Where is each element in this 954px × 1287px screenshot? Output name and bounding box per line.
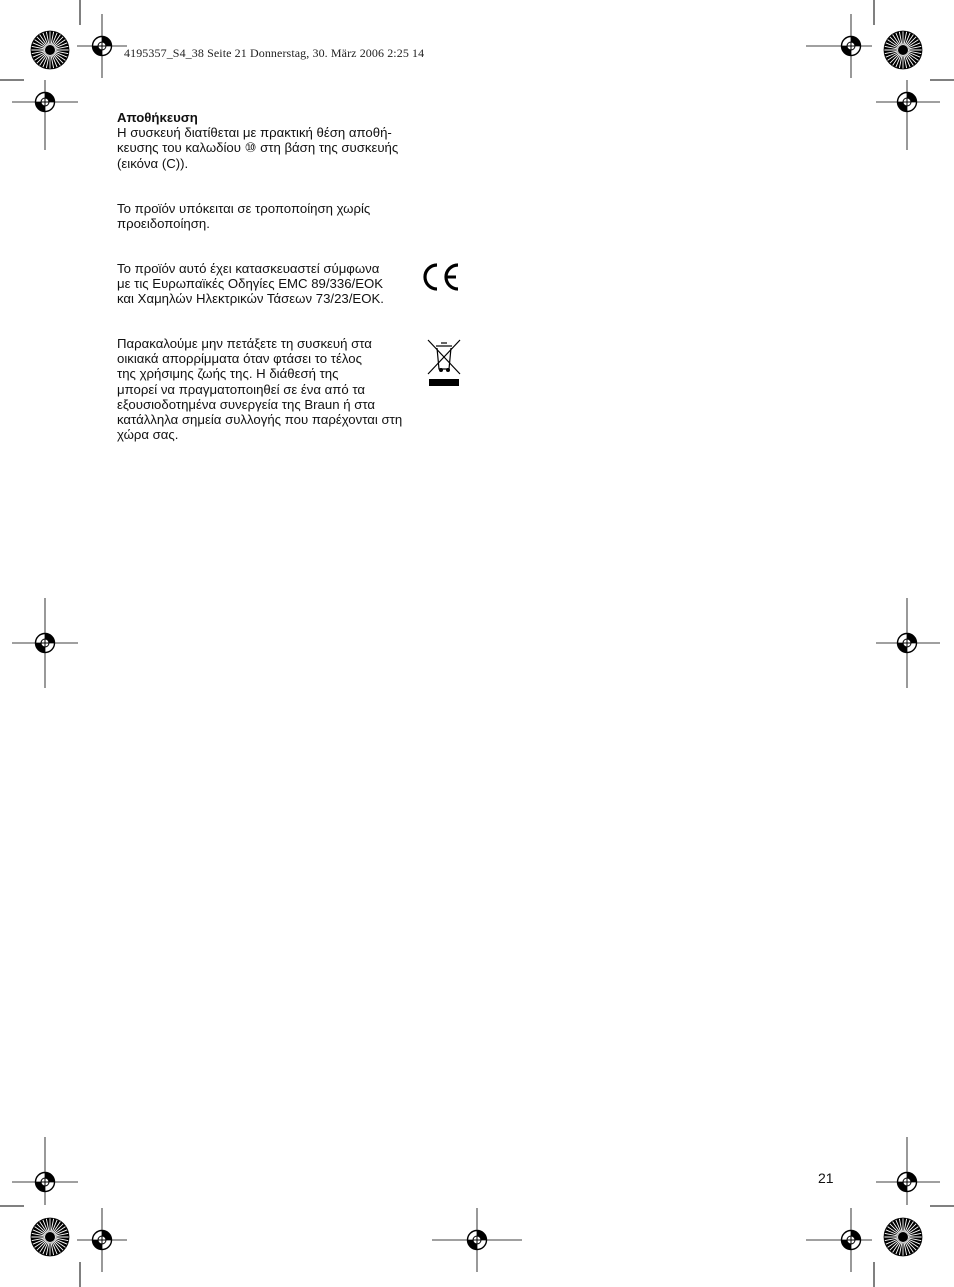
- modification-notice: [117, 201, 370, 231]
- storage-text: Η συσκευή διατίθεται με πρακτική θέση αποθή- κευσης του καλωδίου ⑩ στη βάση της συσκευής (εικόνα (C)).: [117, 125, 399, 171]
- ce-mark-icon: [419, 262, 461, 292]
- storage-section: [117, 110, 398, 171]
- conformity-section: [117, 261, 384, 307]
- disposal-section: [117, 336, 402, 442]
- crossed-out-bin-icon: [426, 338, 462, 388]
- conformity-text: Το προϊόν αυτό έχει κατασκευαστεί σύμφωνα με τις Ευρωπαϊκές Οδηγίες EMC 89/336/ΕΟΚ και Χαμηλών Ηλεκτρικών Τάσεων 73/23/ΕΟΚ.: [117, 261, 384, 307]
- print-slug: 4195357_S4_38 Seite 21 Donnerstag, 30. März 2006 2:25 14: [124, 46, 425, 60]
- disposal-text: Παρακαλούμε μην πετάξετε τη συσκευή στα οικιακά απορρίμματα όταν φτάσει το τέλος της χρήσιμης ζωής της. Η διάθεσή της μπορεί να πραγματοποιηθεί σε ένα από τα εξουσιοδοτημένα συνεργεία της Braun ή στα κατάλληλα σημεία συλλογής που παρέχονται στη χώρα σας.: [117, 336, 403, 443]
- storage-heading: Αποθήκευση: [117, 110, 198, 125]
- modification-text: Το προϊόν υπόκειται σε τροποποίηση χωρίς προειδοποίηση.: [117, 201, 371, 232]
- page-number: 21: [818, 1170, 834, 1186]
